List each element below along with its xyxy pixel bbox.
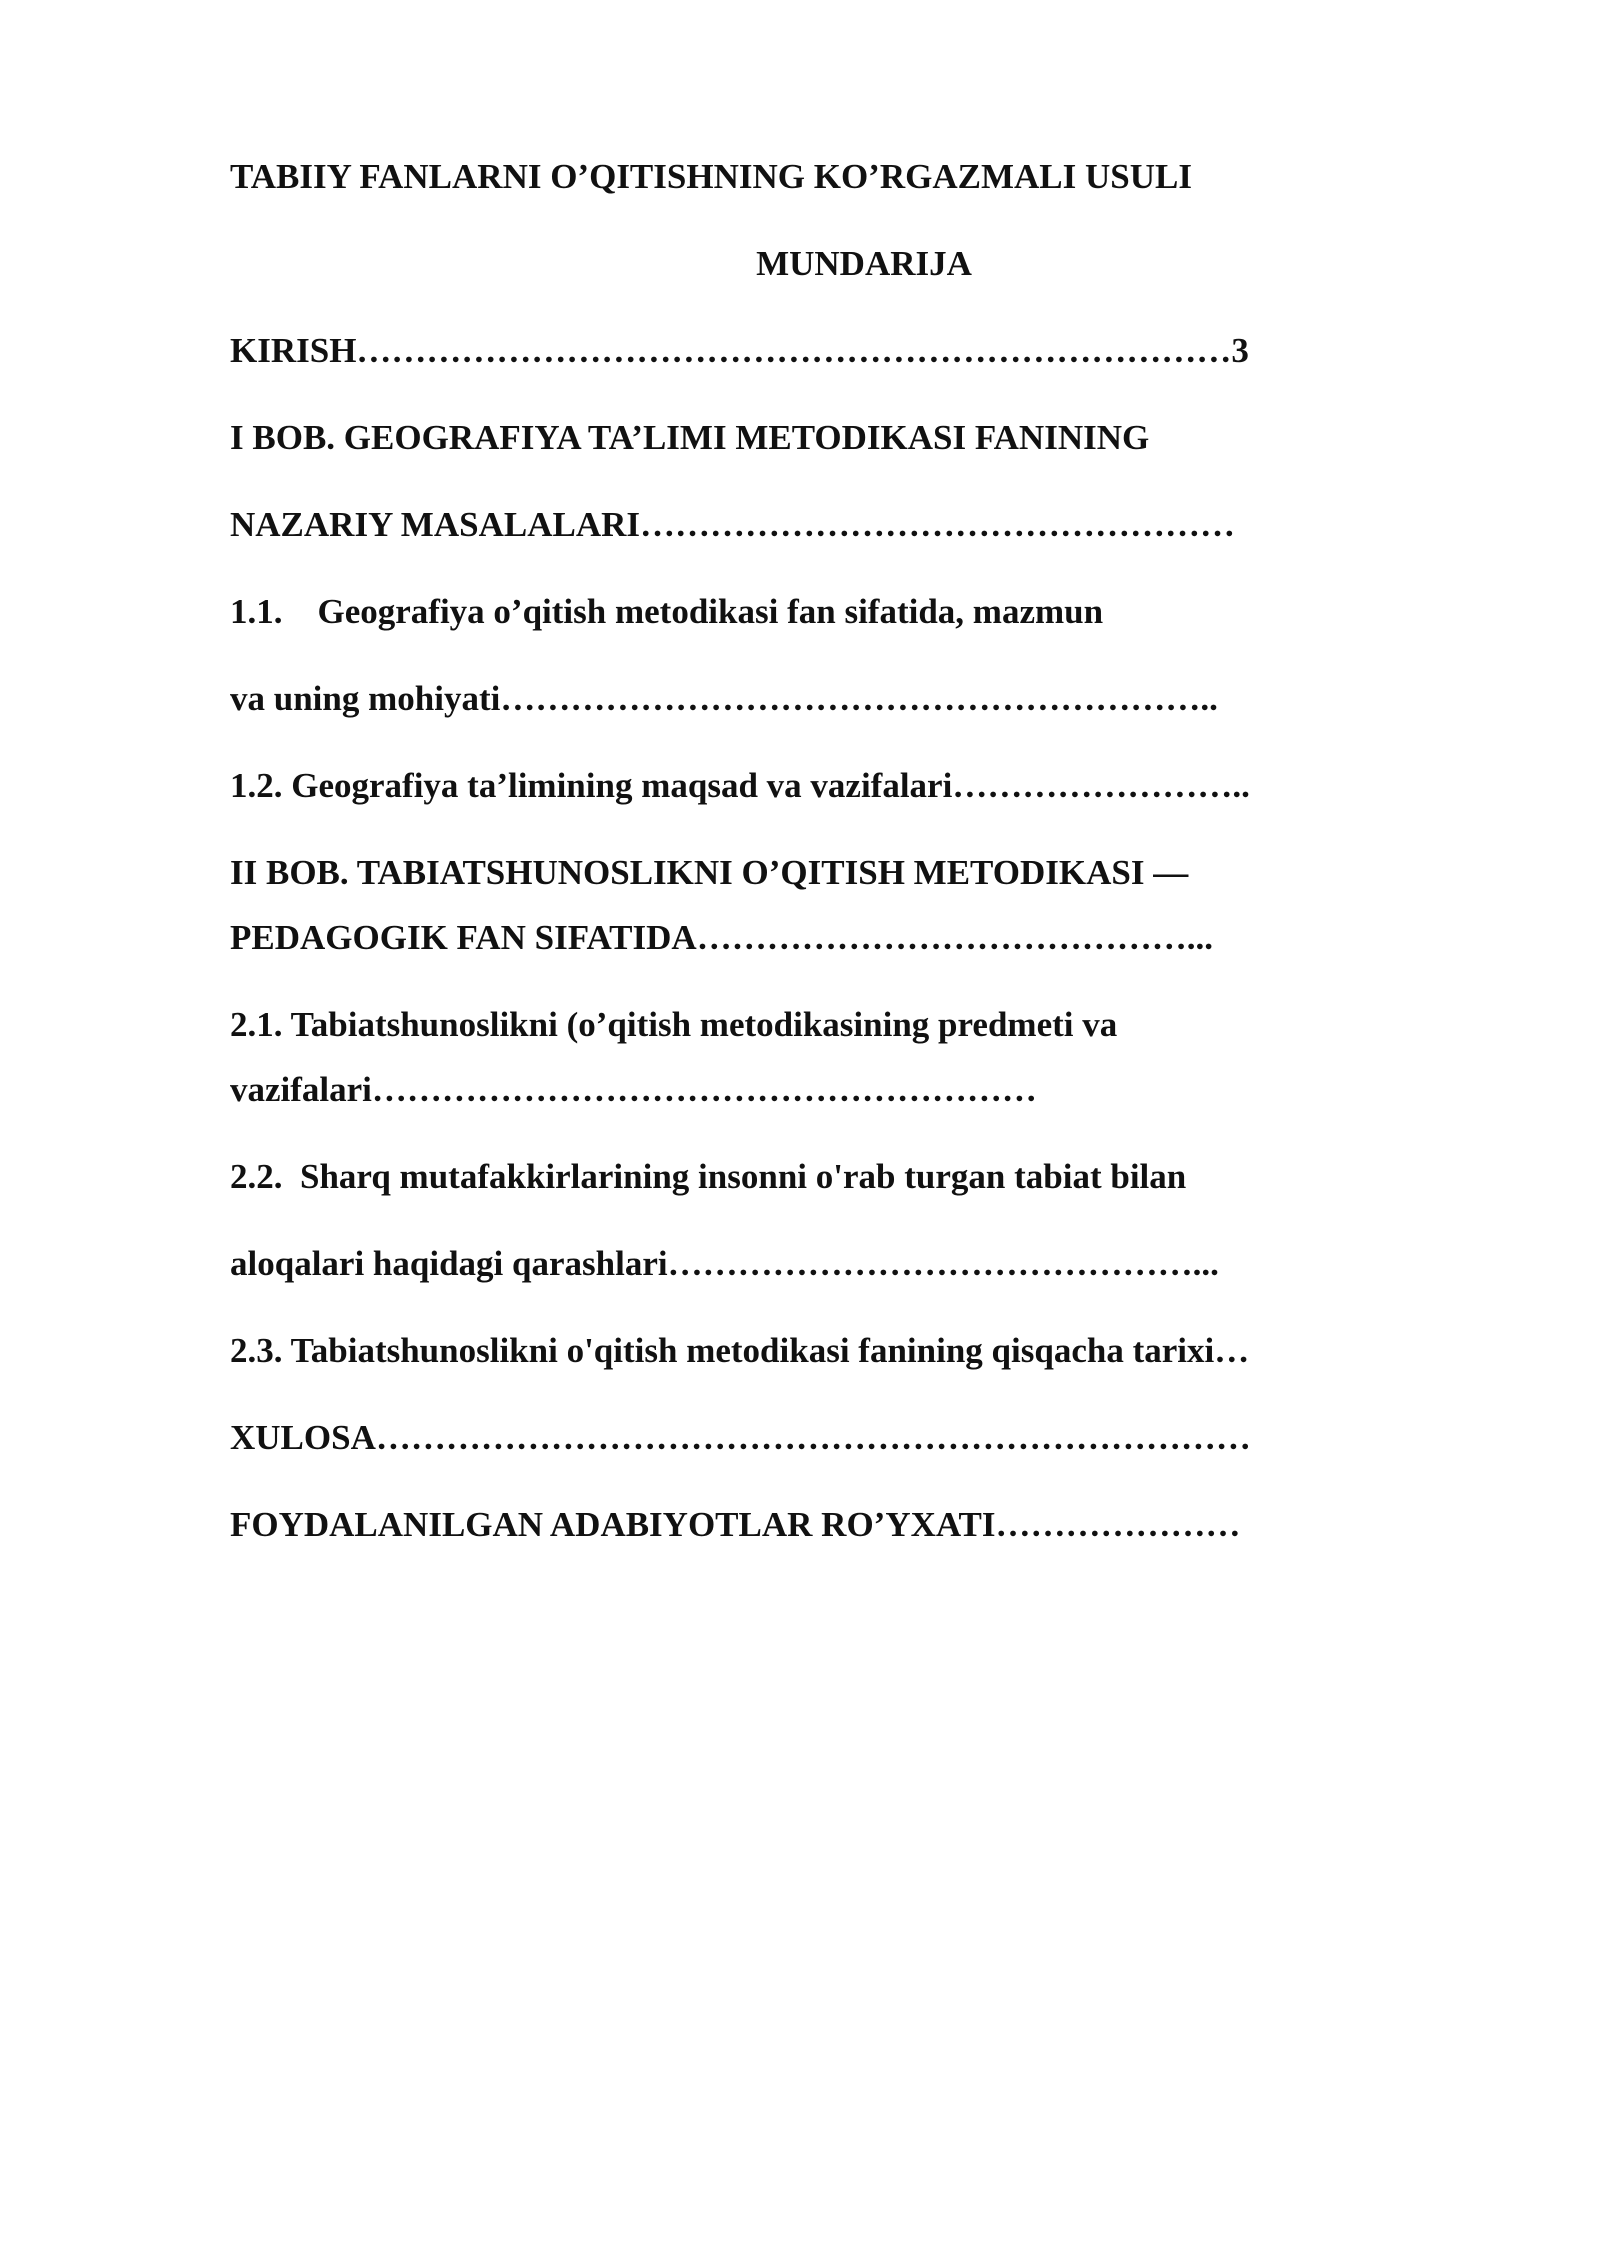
toc-entry-adabiyotlar: FOYDALANILGAN ADABIYOTLAR RO’YXATI…………………	[230, 1505, 1241, 1544]
toc-entry-1-2: 1.2. Geografiya ta’limining maqsad va vazifalari……………………..	[230, 766, 1250, 805]
toc-entry-xulosa: XULOSA…………………………………………………………………	[230, 1418, 1251, 1457]
toc-entry-2-1-line-2: vazifalari…………………………………………………	[230, 1070, 1037, 1109]
toc-entry-2-2-line-1: 2.2. Sharq mutafakkirlarining insonni o'rab turgan tabiat bilan	[230, 1157, 1187, 1196]
toc-entry-1-1-line-2: va uning mohiyati……………………………………………………..	[230, 679, 1218, 718]
toc-entry-2-2-line-2: aloqalari haqidagi qarashlari………………………………………...	[230, 1244, 1219, 1283]
toc-entry-chapter-1-line-1: I BOB. GEOGRAFIYA TA’LIMI METODIKASI FANINING	[230, 418, 1150, 457]
toc-entry-chapter-1-line-2: NAZARIY MASALALARI……………………………………………	[230, 505, 1235, 544]
document-title: TABIIY FANLARNI O’QITISHNING KO’RGAZMALI USULI	[230, 157, 1192, 196]
toc-entry-2-3: 2.3. Tabiatshunoslikni o'qitish metodikasi fanining qisqacha tarixi…	[230, 1331, 1250, 1370]
toc-entry-1-1-line-1: 1.1. Geografiya o’qitish metodikasi fan sifatida, mazmun	[230, 592, 1104, 631]
toc-entry-chapter-2-line-2: PEDAGOGIK FAN SIFATIDA……………………………………...	[230, 918, 1213, 957]
toc-entry-chapter-2-line-1: II BOB. TABIATSHUNOSLIKNI O’QITISH METODIKASI —	[230, 853, 1189, 892]
toc-entry-2-1-line-1: 2.1. Tabiatshunoslikni (o’qitish metodikasining predmeti va	[230, 1005, 1118, 1044]
toc-heading: MUNDARIJA	[756, 244, 972, 283]
toc-entry-kirish: KIRISH…………………………………………………………………3	[230, 331, 1249, 370]
